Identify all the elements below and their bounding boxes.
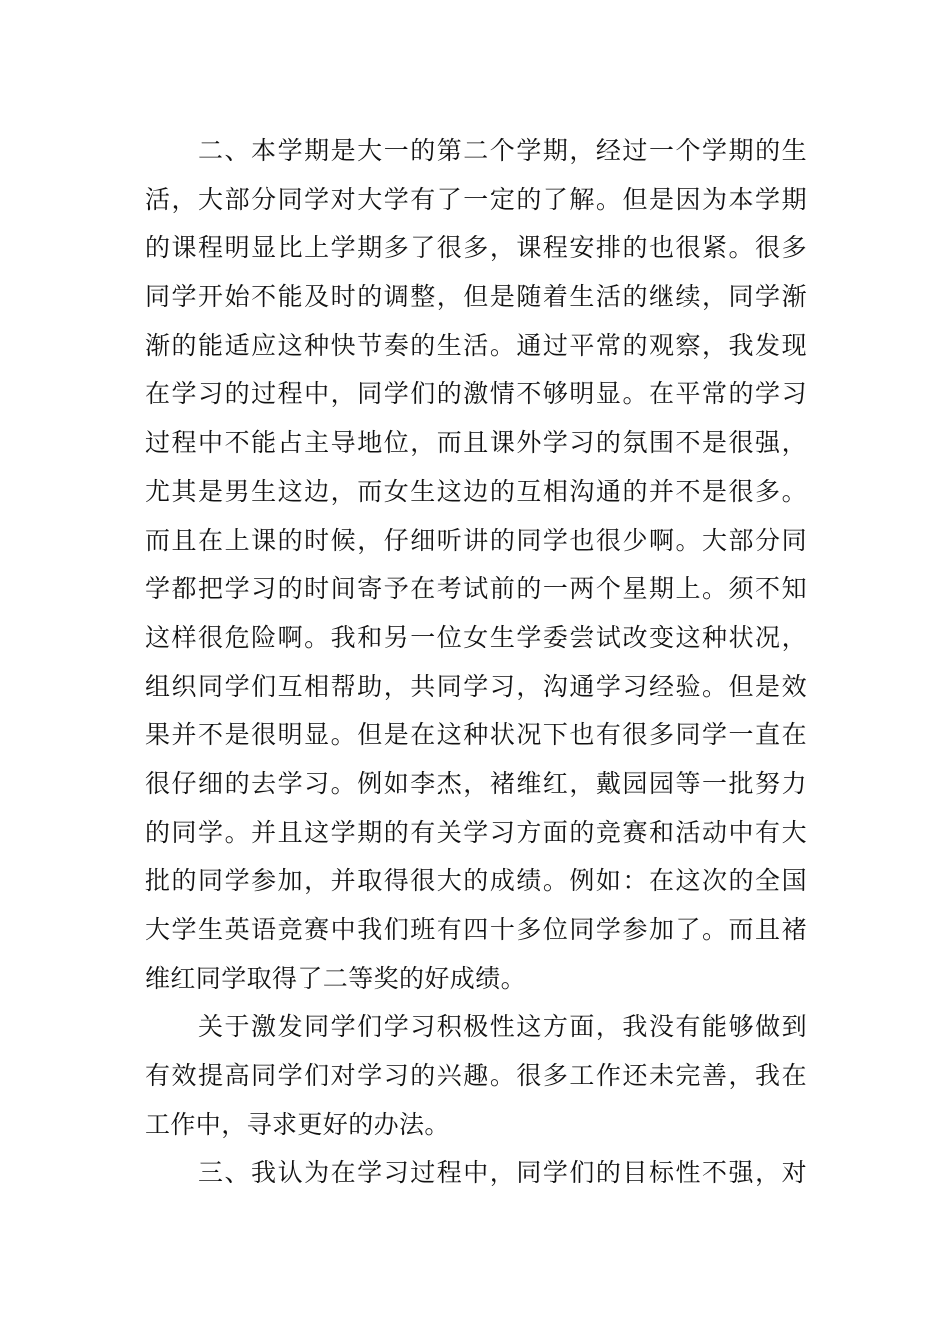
text-line: 批的同学参加，并取得很大的成绩。例如：在这次的全国 — [145, 866, 807, 896]
paragraph-motivation — [145, 1003, 807, 1149]
text-line: 三、我认为在学习过程中，同学们的目标性不强，对 — [198, 1158, 807, 1188]
text-line: 的同学。并且这学期的有关学习方面的竞赛和活动中有大 — [145, 817, 807, 847]
text-line: 同学开始不能及时的调整，但是随着生活的继续，同学渐 — [145, 282, 807, 312]
text-line: 二、本学期是大一的第二个学期，经过一个学期的生 — [198, 136, 807, 165]
text-line: 在学习的过程中，同学们的激情不够明显。在平常的学习 — [145, 379, 807, 409]
paragraph-goals — [145, 1149, 807, 1198]
text-line: 学都把学习的时间寄予在考试前的一两个星期上。须不知 — [145, 574, 807, 604]
text-line: 渐的能适应这种快节奏的生活。通过平常的观察，我发现 — [145, 330, 807, 360]
text-line: 工作中，寻求更好的办法。 — [145, 1109, 450, 1139]
paragraph-study-situation — [145, 127, 807, 1003]
text-line: 的课程明显比上学期多了很多，课程安排的也很紧。很多 — [145, 233, 807, 263]
text-line: 而且在上课的时候，仔细听讲的同学也很少啊。大部分同 — [145, 525, 807, 555]
document-body — [145, 127, 807, 1198]
text-line: 很仔细的去学习。例如李杰，褚维红，戴园园等一批努力 — [145, 768, 807, 798]
text-line: 关于激发同学们学习积极性这方面，我没有能够做到 — [198, 1012, 807, 1042]
text-line: 大学生英语竞赛中我们班有四十多位同学参加了。而且褚 — [145, 915, 807, 944]
text-line: 过程中不能占主导地位，而且课外学习的氛围不是很强， — [145, 428, 807, 458]
text-line: 尤其是男生这边，而女生这边的互相沟通的并不是很多。 — [145, 476, 807, 506]
text-line: 组织同学们互相帮助，共同学习，沟通学习经验。但是效 — [145, 671, 807, 701]
text-line: 这样很危险啊。我和另一位女生学委尝试改变这种状况， — [145, 622, 807, 652]
text-line: 果并不是很明显。但是在这种状况下也有很多同学一直在 — [145, 720, 807, 750]
text-line: 维红同学取得了二等奖的好成绩。 — [145, 963, 527, 993]
text-line: 活，大部分同学对大学有了一定的了解。但是因为本学期 — [145, 184, 807, 214]
text-line: 有效提高同学们对学习的兴趣。很多工作还未完善，我在 — [145, 1061, 807, 1091]
